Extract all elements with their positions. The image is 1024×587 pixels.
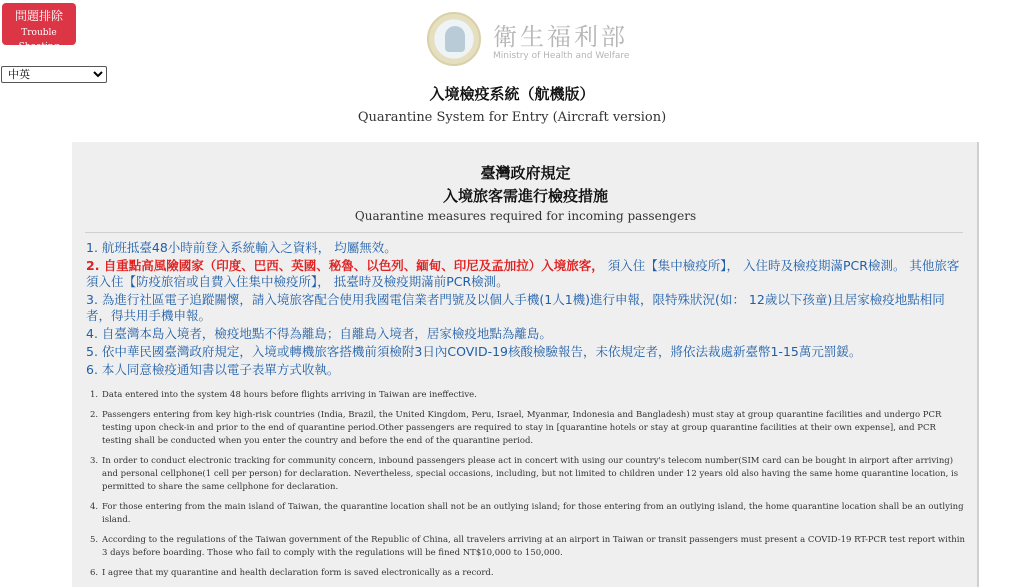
notice-item-zh: 1. 航班抵臺48小時前登入系統輸入之資料， 均屬無效。: [86, 240, 397, 255]
trouble-shooting-label-en: Trouble Shooting: [18, 28, 60, 52]
notice-highlight: 2. 自重點高風險國家（印度、巴西、英國、秘魯、以色列、緬甸、印尼及孟加拉）入境旅客，: [86, 258, 604, 273]
page-title: 入境檢疫系統（航機版）: [429, 85, 595, 103]
notice-heading-1: 臺灣政府規定: [480, 164, 571, 182]
notice-item-zh: 4. 自臺灣本島入境者，檢疫地點不得為離島；自離島入境者，居家檢疫地點為離島。: [86, 326, 552, 341]
trouble-shooting-label-zh: 問題排除: [14, 9, 63, 23]
notice-subheading: Quarantine measures required for incoming passengers: [354, 209, 697, 223]
notice-item-en: 4. For those entering from the main island of Taiwan, the quarantine location shall not be an outlying island; for those entering from an outlying island, the home quarantine location shall be an outlying island.: [90, 502, 964, 525]
divider: [85, 232, 963, 233]
language-select[interactable]: [1, 66, 107, 83]
page-subtitle: Quarantine System for Entry (Aircraft version): [357, 110, 667, 125]
notice-item-zh: 3. 為進行社區電子追蹤關懷，請入境旅客配合使用我國電信業者門號及以個人手機(1人1機)進行申報，限特殊狀況(如： 12歲以下孩童)且居家檢疫地點相同者，得共用手機申報。: [86, 292, 945, 323]
ministry-seal-icon: [427, 12, 481, 66]
notice-heading-2: 入境旅客需進行檢疫措施: [442, 187, 608, 205]
notice-item-en: 5. According to the regulations of the Taiwan government of the Republic of China, all travelers arriving at an airport in Taiwan or transit passengers must present a COVID-19 RT-PCR test report within 3 days before boarding. Those who fail to comply with the regulations will be fined NT$10,000 to 150,000.: [90, 535, 965, 558]
notice-item-en: 1. Data entered into the system 48 hours before flights arriving in Taiwan are ineffective.: [90, 390, 477, 400]
trouble-shooting-button[interactable]: [2, 3, 76, 52]
notice-item-en: 2. Passengers entering from key high-risk countries (India, Brazil, the United Kingdom, Peru, Israel, Myanmar, Indonesia and Bangladesh) must stay at group quarantine facilities and undergo PCR testing upon check-in and prior to the end of quarantine period.Other passengers are required to stay in [quarantine hotels or stay at group quarantine facilities at their own expense], and PCR testing shall be conducted when you enter the country and before the end of the quarantine period.: [90, 410, 942, 446]
notice-item-zh: 5. 依中華民國臺灣政府規定，入境或轉機旅客搭機前須檢附3日內COVID-19核酸檢驗報告，未依規定者，將依法裁處新臺幣1-15萬元罰鍰。: [86, 344, 862, 359]
notice-item-zh: 6. 本人同意檢疫通知書以電子表單方式收執。: [86, 362, 340, 377]
notice-item-en: 6. I agree that my quarantine and health declaration form is saved electronically as a record.: [90, 568, 494, 578]
notice-list-zh: [86, 240, 968, 380]
quarantine-notice-panel: [72, 142, 979, 587]
ministry-name-zh: 衛生福利部: [493, 23, 628, 51]
ministry-name-en: Ministry of Health and Welfare: [493, 51, 630, 61]
notice-list-en: [90, 389, 966, 587]
ministry-logo: [427, 12, 637, 68]
notice-item-zh: 2. 自重點高風險國家（印度、巴西、英國、秘魯、以色列、緬甸、印尼及孟加拉）入境旅客， 須入住【集中檢疫所】， 入住時及檢疫期滿PCR檢測。 其他旅客須入住【防疫旅宿或自費入住集中檢疫所】， 抵臺時及檢疫期滿前PCR檢測。: [86, 258, 960, 289]
notice-item-en: 3. In order to conduct electronic tracking for community concern, inbound passengers please act in concert with using our country's telecom number(SIM card can be bought in airport after arriving) and personal cellphone(1 cell per person) for declaration. Nevertheless, special occasions, including, but not limited to children under 12 years old also having the same home quarantine location, is permitted to share the same cellphone for declaration.: [90, 456, 959, 492]
